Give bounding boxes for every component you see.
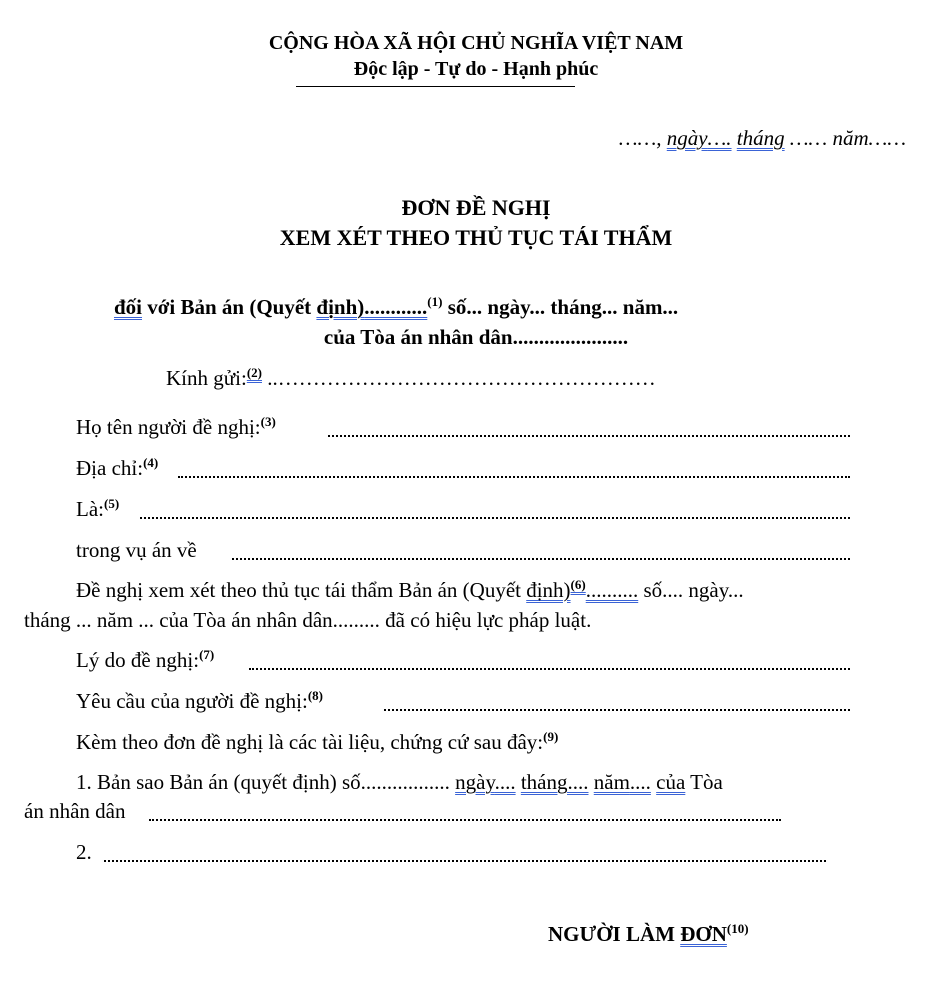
recipient-line: Kính gửi:$^{(2)}$ ..……………………………………………… (166, 365, 656, 390)
address-field[interactable] (178, 476, 850, 478)
subject-line-1: đối với Bản án (Quyết định)............$^{(1)}$ số... ngày... tháng... năm... (114, 294, 679, 319)
subject-line-2: của Tòa án nhân dân...................... (323, 325, 629, 349)
signature-label: NGƯỜI LÀM ĐƠN$^{(10)}$ (548, 921, 749, 946)
case-field[interactable] (232, 558, 850, 560)
role-field[interactable] (140, 517, 850, 519)
request-line-1: Đề nghị xem xét theo thủ tục tái thẩm Bản án (Quyết định)$^{(6)}$.......... số.... ngày... (76, 577, 744, 602)
applicant-name-field[interactable] (328, 435, 850, 437)
date-line: ……, ngày…. tháng …… năm…… (618, 126, 906, 150)
request-line-2: tháng ... năm ... của Tòa án nhân dân......... đã có hiệu lực pháp luật. (24, 608, 592, 632)
national-title: CỘNG HÒA XÃ HỘI CHỦ NGHĨA VIỆT NAM (268, 32, 684, 54)
national-motto: Độc lập - Tự do - Hạnh phúc (353, 58, 599, 80)
document-subtitle: XEM XÉT THEO THỦ TỤC TÁI THẨM (279, 225, 673, 250)
attachments-label: Kèm theo đơn đề nghị là các tài liệu, chứng cứ sau đây:$^{(9)}$ (76, 729, 559, 754)
demand-label: Yêu cầu của người đề nghị:$^{(8)}$ (76, 688, 324, 713)
reason-label: Lý do đề nghị:$^{(7)}$ (76, 647, 215, 672)
case-label: trong vụ án về (76, 538, 197, 562)
address-label: Địa chỉ:$^{(4)}$ (76, 455, 159, 480)
demand-field[interactable] (384, 709, 850, 711)
attachment-item-1-cont: án nhân dân (24, 799, 126, 823)
reason-field[interactable] (249, 668, 850, 670)
attachment-item-2-field[interactable] (104, 860, 826, 862)
motto-underline (296, 86, 575, 87)
role-label: Là:$^{(5)}$ (76, 496, 120, 521)
attachment-item-1-field[interactable] (149, 819, 781, 821)
document-title: ĐƠN ĐỀ NGHỊ (401, 195, 551, 220)
applicant-name-label: Họ tên người đề nghị:$^{(3)}$ (76, 414, 276, 439)
attachment-item-2: 2. (76, 840, 92, 864)
attachment-item-1: 1. Bản sao Bản án (quyết định) số................. ngày.... tháng.... năm.... của Tòa (76, 770, 723, 794)
